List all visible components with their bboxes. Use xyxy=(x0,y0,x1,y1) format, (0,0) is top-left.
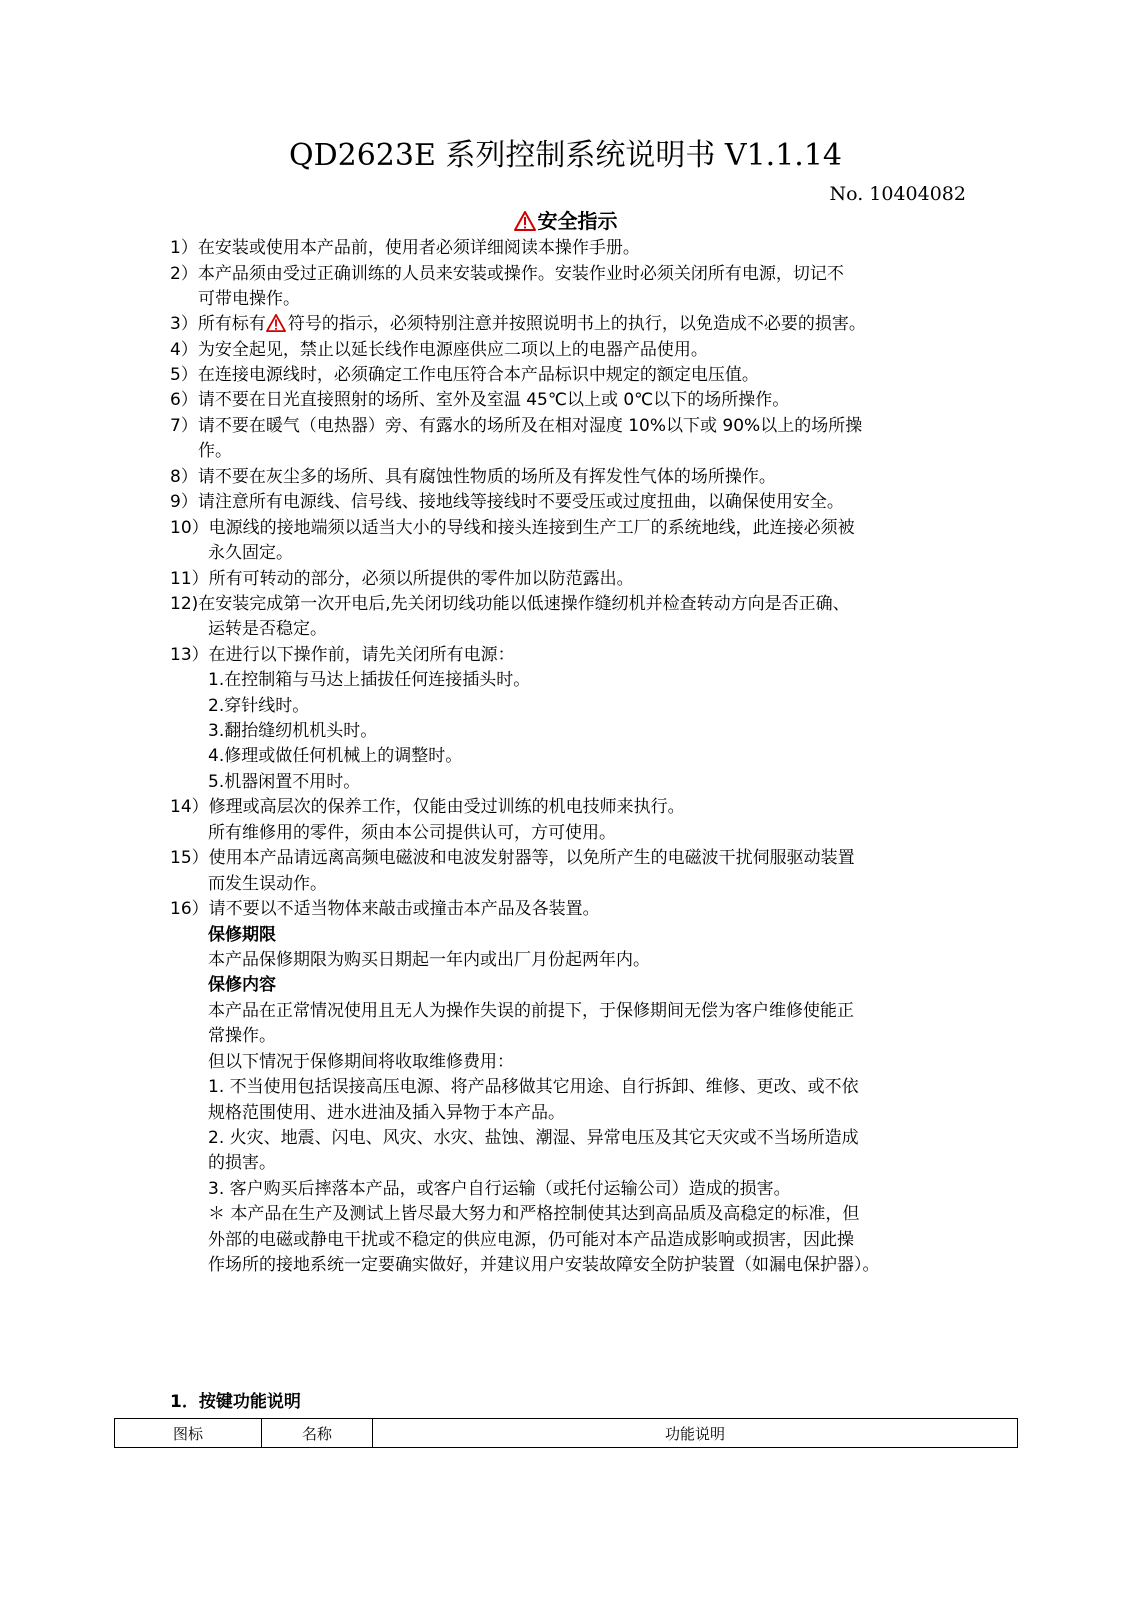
document-title: QD2623E 系列控制系统说明书 V1.1.14 xyxy=(288,138,843,173)
safety-item-9: 9）请注意所有电源线、信号线、接地线等接线时不要受压或过度扭曲，以确保使用安全。 xyxy=(170,492,844,512)
warranty-note: ＊ 本产品在生产及测试上皆尽最大努力和严格控制使其达到高品质及高稳定的标准，但 xyxy=(208,1204,860,1224)
safety-item-15: 15）使用本产品请远离高频电磁波和电波发射器等，以免所产生的电磁波干扰伺服驱动装置 xyxy=(170,848,855,868)
safety-subitem-1: 1.在控制箱与马达上插拔任何连接插头时。 xyxy=(208,670,531,690)
safety-item-5: 5）在连接电源线时，必须确定工作电压符合本产品标识中规定的额定电压值。 xyxy=(170,365,759,385)
warranty-line: 本产品在正常情况使用且无人为操作失误的前提下，于保修期间无偿为客户维修使能正 xyxy=(208,1001,854,1021)
warranty-period-text: 本产品保修期限为购买日期起一年内或出厂月份起两年内。 xyxy=(208,950,650,970)
section-heading: 1．按键功能说明 xyxy=(170,1392,301,1412)
warranty-note: 作场所的接地系统一定要确实做好，并建议用户安装故障安全防护装置（如漏电保护器）。 xyxy=(208,1255,880,1275)
safety-subitem-5: 5.机器闲置不用时。 xyxy=(208,772,361,792)
column-header-description: 功能说明 xyxy=(373,1419,1018,1448)
safety-item-3-prefix: 3）所有标有 xyxy=(170,314,266,334)
warranty-line: 的损害。 xyxy=(208,1153,276,1173)
safety-item-14: 14）修理或高层次的保养工作，仅能由受过训练的机电技师来执行。 xyxy=(170,797,685,817)
warranty-line: 3. 客户购买后摔落本产品，或客户自行运输（或托付运输公司）造成的损害。 xyxy=(208,1179,791,1199)
safety-item-6: 6）请不要在日光直接照射的场所、室外及室温 45℃以上或 0℃以下的场所操作。 xyxy=(170,390,790,410)
safety-subitem-3: 3.翻抬缝纫机机头时。 xyxy=(208,721,378,741)
safety-item-2: 2）本产品须由受过正确训练的人员来安装或操作。安装作业时必须关闭所有电源，切记不 xyxy=(170,264,844,284)
safety-item-13: 13）在进行以下操作前，请先关闭所有电源： xyxy=(170,645,515,665)
warranty-line: 规格范围使用、进水进油及插入异物于本产品。 xyxy=(208,1103,565,1123)
key-function-table xyxy=(114,1418,1018,1448)
safety-item-4: 4）为安全起见，禁止以延长线作电源座供应二项以上的电器产品使用。 xyxy=(170,340,708,360)
safety-item-14-cont: 所有维修用的零件，须由本公司提供认可，方可使用。 xyxy=(208,823,616,843)
safety-item-10-cont: 永久固定。 xyxy=(208,543,293,563)
warning-icon xyxy=(514,211,536,231)
safety-heading-text: 安全指示 xyxy=(537,209,618,233)
warranty-line: 但以下情况于保修期间将收取维修费用： xyxy=(208,1052,514,1072)
table-header-row xyxy=(115,1419,1018,1448)
safety-item-12: 12)在安装完成第一次开电后,先关闭切线功能以低速操作缝纫机并检查转动方向是否正确、 xyxy=(170,594,850,614)
document-number: No. 10404082 xyxy=(829,183,966,205)
column-header-icon: 图标 xyxy=(115,1419,262,1448)
safety-subitem-4: 4.修理或做任何机械上的调整时。 xyxy=(208,746,463,766)
warranty-line: 2. 火灾、地震、闪电、风灾、水灾、盐蚀、潮湿、异常电压及其它天灾或不当场所造成 xyxy=(208,1128,859,1148)
safety-item-7: 7）请不要在暖气（电热器）旁、有露水的场所及在相对湿度 10%以下或 90%以上的场所操 xyxy=(170,416,863,436)
warning-icon xyxy=(266,314,286,332)
warranty-note: 外部的电磁或静电干扰或不稳定的供应电源，仍可能对本产品造成影响或损害，因此操 xyxy=(208,1230,854,1250)
safety-item-7-cont: 作。 xyxy=(198,441,232,461)
safety-item-10: 10）电源线的接地端须以适当大小的导线和接头连接到生产工厂的系统地线，此连接必须被 xyxy=(170,518,855,538)
warranty-line: 1. 不当使用包括误接高压电源、将产品移做其它用途、自行拆卸、维修、更改、或不依 xyxy=(208,1077,859,1097)
warranty-content-heading: 保修内容 xyxy=(208,975,276,995)
safety-item-8: 8）请不要在灰尘多的场所、具有腐蚀性物质的场所及有挥发性气体的场所操作。 xyxy=(170,467,776,487)
safety-item-11: 11）所有可转动的部分，必须以所提供的零件加以防范露出。 xyxy=(170,569,634,589)
safety-item-12-cont: 运转是否稳定。 xyxy=(208,619,327,639)
column-header-name: 名称 xyxy=(262,1419,373,1448)
warranty-line: 常操作。 xyxy=(208,1026,276,1046)
safety-item-15-cont: 而发生误动作。 xyxy=(208,874,327,894)
safety-item-16: 16）请不要以不适当物体来敲击或撞击本产品及各装置。 xyxy=(170,899,600,919)
warranty-period-heading: 保修期限 xyxy=(208,925,276,945)
safety-item-2-cont: 可带电操作。 xyxy=(198,289,300,309)
safety-item-3-text: 符号的指示，必须特别注意并按照说明书上的执行，以免造成不必要的损害。 xyxy=(287,314,866,334)
safety-item-1: 1）在安装或使用本产品前，使用者必须详细阅读本操作手册。 xyxy=(170,238,640,258)
safety-heading xyxy=(0,207,1131,235)
safety-subitem-2: 2.穿针线时。 xyxy=(208,696,310,716)
safety-item-3 xyxy=(170,312,866,336)
